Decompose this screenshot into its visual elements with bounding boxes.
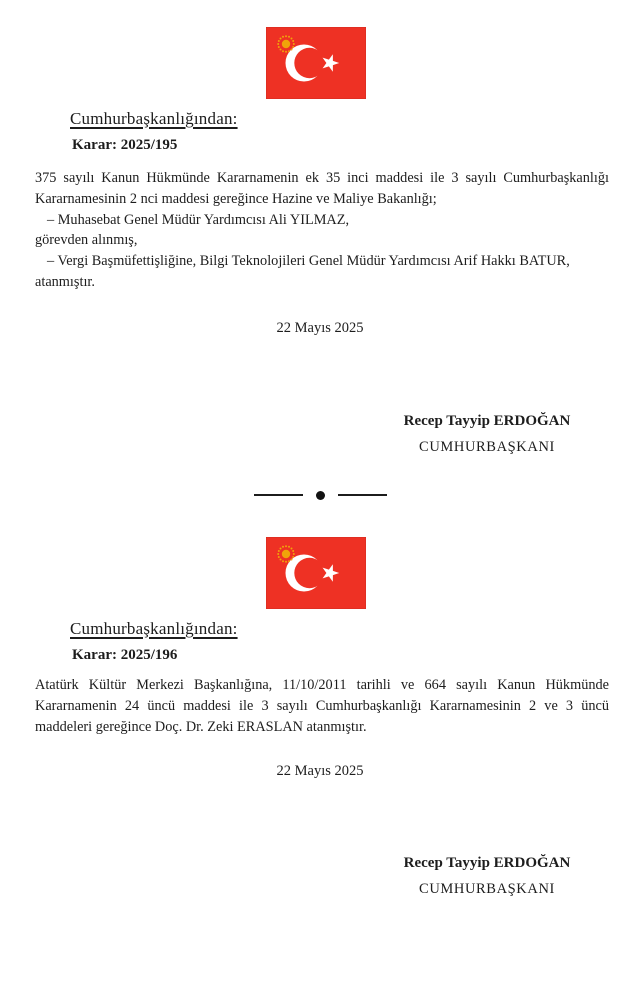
signer-title: CUMHURBAŞKANI	[419, 881, 555, 897]
authority-heading: Cumhurbaşkanlığından:	[70, 109, 238, 128]
decree-date: 22 Mayıs 2025	[276, 763, 364, 779]
decision-number: Karar: 2025/196	[72, 647, 178, 663]
signature-block	[367, 855, 607, 898]
decision-number: Karar: 2025/195	[72, 137, 178, 153]
divider-rule-right	[338, 494, 387, 496]
dismissal-note: görevden alınmış,	[35, 232, 138, 249]
divider-dot	[316, 491, 325, 500]
presidential-flag-icon	[266, 537, 366, 609]
decree-body	[35, 675, 609, 737]
appointed-item: – Vergi Başmüfettişliğine, Bilgi Teknolojileri Genel Müdür Yardımcısı Arif Hakkı BATUR,	[47, 253, 570, 270]
presidential-flag-icon	[266, 27, 366, 99]
decree-text: Atatürk Kültür Merkezi Başkanlığına, 11/10/2011 tarihli ve 664 sayılı Kanun Hükmünde Kararnamenin 24 üncü maddesi ile 3 sayılı Cumhurbaşkanlığı Kararnamesinin 2 ve 3 üncü maddeleri gereğince Doç. Dr. Zeki ERASLAN atanmıştır.	[35, 677, 609, 735]
divider-rule-left	[254, 494, 303, 496]
decree-intro: 375 sayılı Kanun Hükmünde Kararnamenin ek 35 inci maddesi ile 3 sayılı Cumhurbaşkanlığı Kararnamesinin 2 nci maddesi gereğince Hazine ve Maliye Bakanlığı;	[35, 170, 609, 207]
decree-body	[35, 168, 609, 293]
section-divider	[0, 488, 640, 502]
signature-block	[367, 413, 607, 456]
signer-name: Recep Tayyip ERDOĞAN	[403, 855, 571, 871]
decree-date: 22 Mayıs 2025	[276, 320, 364, 336]
closing-word: atanmıştır.	[35, 273, 95, 290]
signer-name: Recep Tayyip ERDOĞAN	[403, 413, 571, 429]
authority-heading: Cumhurbaşkanlığından:	[70, 619, 238, 638]
dismissed-item: – Muhasebat Genel Müdür Yardımcısı Ali YILMAZ,	[47, 211, 350, 228]
signer-title: CUMHURBAŞKANI	[419, 439, 555, 455]
